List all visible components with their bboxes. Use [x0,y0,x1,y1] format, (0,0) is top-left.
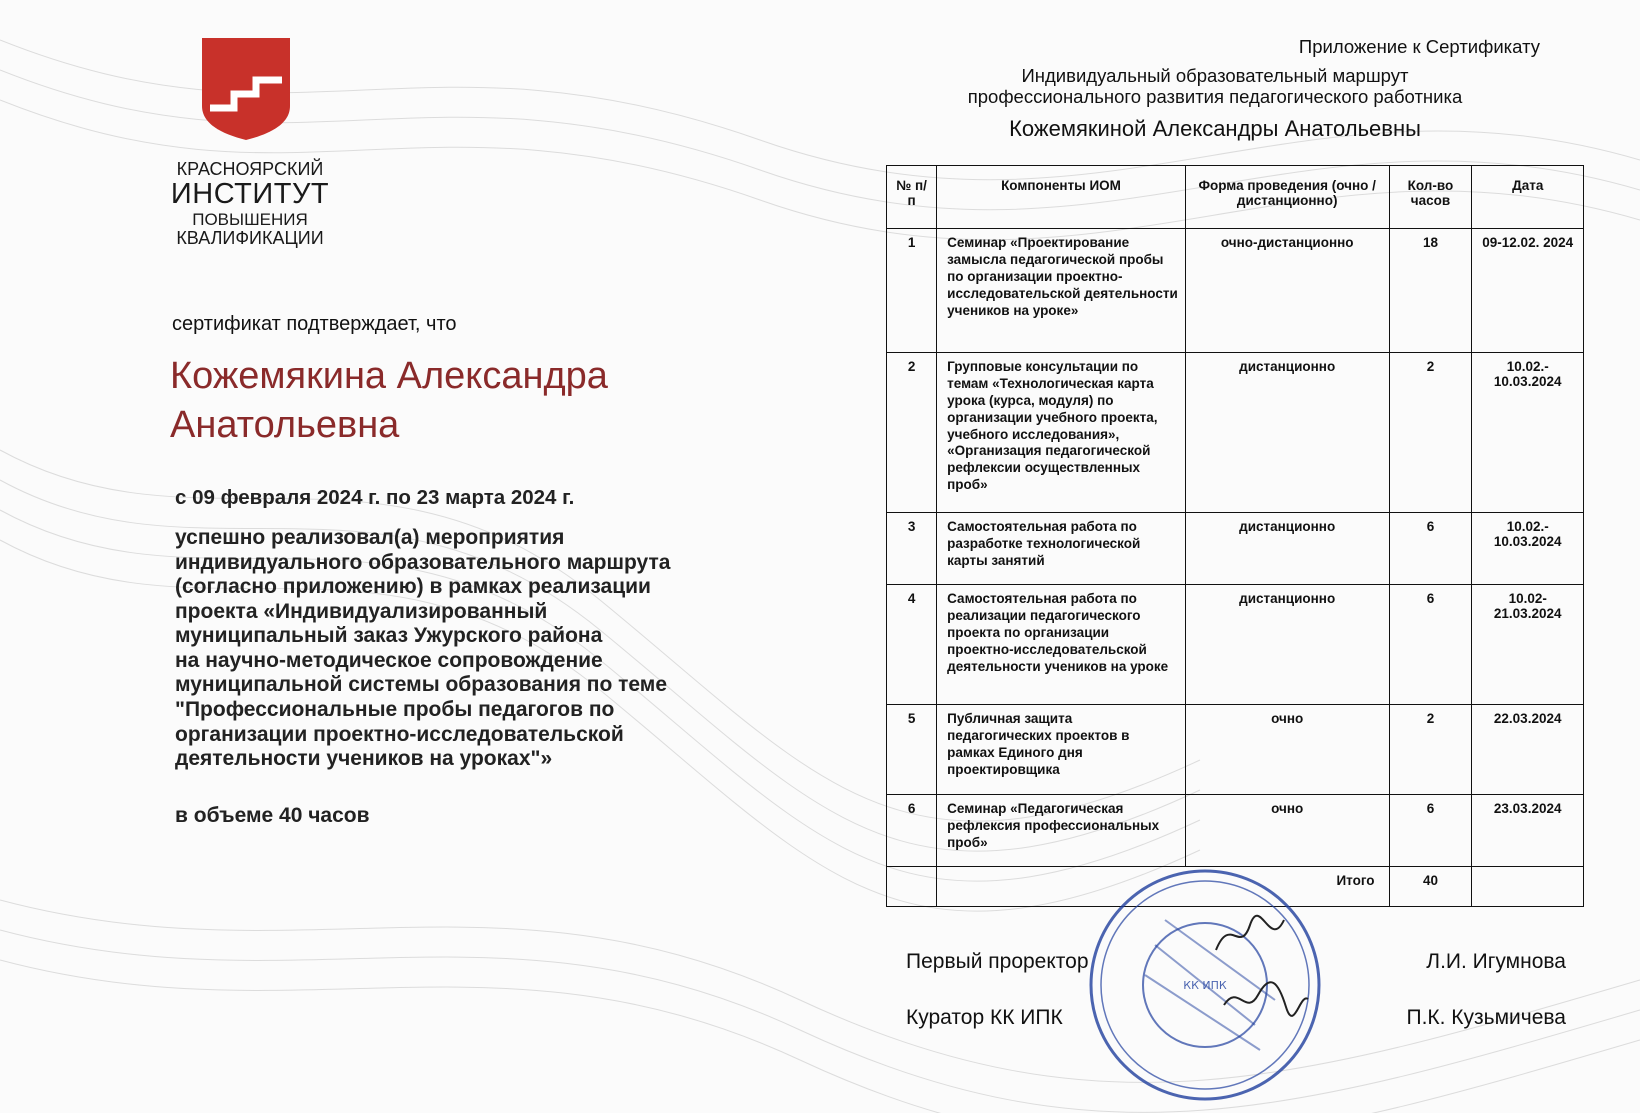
row-component: Семинар «Проектирование замысла педагогической пробы по организации проектно-исследовательской деятельности учеников на уроке» [937,229,1186,353]
recipient-name-line1: Кожемякина Александра [170,355,608,397]
row-form: дистанционно [1185,353,1389,513]
row-hours: 6 [1389,513,1472,585]
table-row [887,353,1584,513]
iom-table [886,165,1584,907]
row-date: 09-12.02. 2024 [1472,229,1584,353]
first-signatory-name: Л.И. Игумнова [1426,950,1566,973]
header-hours: Кол-во часов [1389,166,1472,229]
certificate-intro: сертификат подтверждает, что [172,313,457,335]
institute-name-line4: КВАЛИФИКАЦИИ [176,228,324,249]
row-component: Публичная защита педагогических проектов в рамках Единого дня проектировщика [937,705,1186,795]
row-hours: 18 [1389,229,1472,353]
header-component: Компоненты ИОМ [937,166,1186,229]
table-row [887,229,1584,353]
total-label: Итого [937,867,1389,907]
total-empty-num [887,867,937,907]
table-row [887,585,1584,705]
row-component: Семинар «Педагогическая рефлексия профессиональных проб» [937,795,1186,867]
row-num: 2 [887,353,937,513]
recipient-name [170,352,730,451]
row-form: дистанционно [1185,513,1389,585]
iom-title-line2: профессионального развития педагогического работника [967,86,1463,108]
institute-name-line3: ПОВЫШЕНИЯ [192,209,308,229]
first-signatory-position: Первый проректор [906,950,1089,973]
row-component: Групповые консультации по темам «Технологическая карта урока (курса, модуля) по организации учебного проекта, учебного исследования», «Организация педагогической рефлексии осуществленных проб» [937,353,1186,513]
svg-text:КК ИПК: КК ИПК [1183,979,1227,992]
row-date: 22.03.2024 [1472,705,1584,795]
appendix-label: Приложение к Сертификату [1298,36,1540,57]
second-signatory-position: Куратор КК ИПК [906,1006,1063,1029]
row-date: 23.03.2024 [1472,795,1584,867]
certificate-period: с 09 февраля 2024 г. по 23 марта 2024 г. [175,486,575,509]
row-num: 3 [887,513,937,585]
row-form: очно [1185,795,1389,867]
institute-name-line1: КРАСНОЯРСКИЙ [176,159,324,179]
row-hours: 2 [1389,353,1472,513]
total-empty-date [1472,867,1584,907]
row-component: Самостоятельная работа по разработке технологической карты занятий [937,513,1186,585]
institute-name [160,160,340,249]
signature-second [1220,975,1310,1025]
row-hours: 6 [1389,795,1472,867]
table-row [887,795,1584,867]
row-form: дистанционно [1185,585,1389,705]
table-row [887,513,1584,585]
recipient-name-line2: Анатольевна [170,404,400,447]
row-num: 5 [887,705,937,795]
row-date: 10.02- 21.03.2024 [1472,585,1584,705]
header-form: Форма проведения (очно / дистанционно) [1185,166,1389,229]
iom-title [900,65,1530,108]
row-num: 6 [887,795,937,867]
header-num: № п/п [887,166,937,229]
row-date: 10.02.- 10.03.2024 [1472,513,1584,585]
second-signatory-name: П.К. Кузьмичева [1406,1006,1566,1029]
row-date: 10.02.- 10.03.2024 [1472,353,1584,513]
certificate-volume: в объеме 40 часов [175,804,370,827]
row-hours: 6 [1389,585,1472,705]
row-num: 4 [887,585,937,705]
iom-title-line1: Индивидуальный образовательный маршрут [1021,65,1409,86]
table-row [887,705,1584,795]
row-form: очно [1185,705,1389,795]
institute-name-line2: ИНСТИТУТ [170,178,330,211]
row-num: 1 [887,229,937,353]
row-component: Самостоятельная работа по реализации педагогического проекта по организации проектно-исследовательской деятельности учеников на уроке [937,585,1186,705]
total-hours: 40 [1389,867,1472,907]
certificate-body: успешно реализовал(а) мероприятия индивидуального образовательного маршрута (согласно приложению) в рамках реализации проекта «Индивидуализированный муниципальный заказ Ужурского района на научно-методическое сопровождение муниципальной системы образования по теме "Профессиональные пробы педагогов по организации проектно-исследовательской деятельности учеников на уроках"» [175,526,671,771]
iom-person-name: Кожемякиной Александры Анатольевны [1009,116,1421,141]
signature-first [1210,910,1290,960]
row-hours: 2 [1389,705,1472,795]
header-date: Дата [1472,166,1584,229]
institute-logo-shield [200,36,292,142]
table-header-row [887,166,1584,229]
row-form: очно-дистанционно [1185,229,1389,353]
